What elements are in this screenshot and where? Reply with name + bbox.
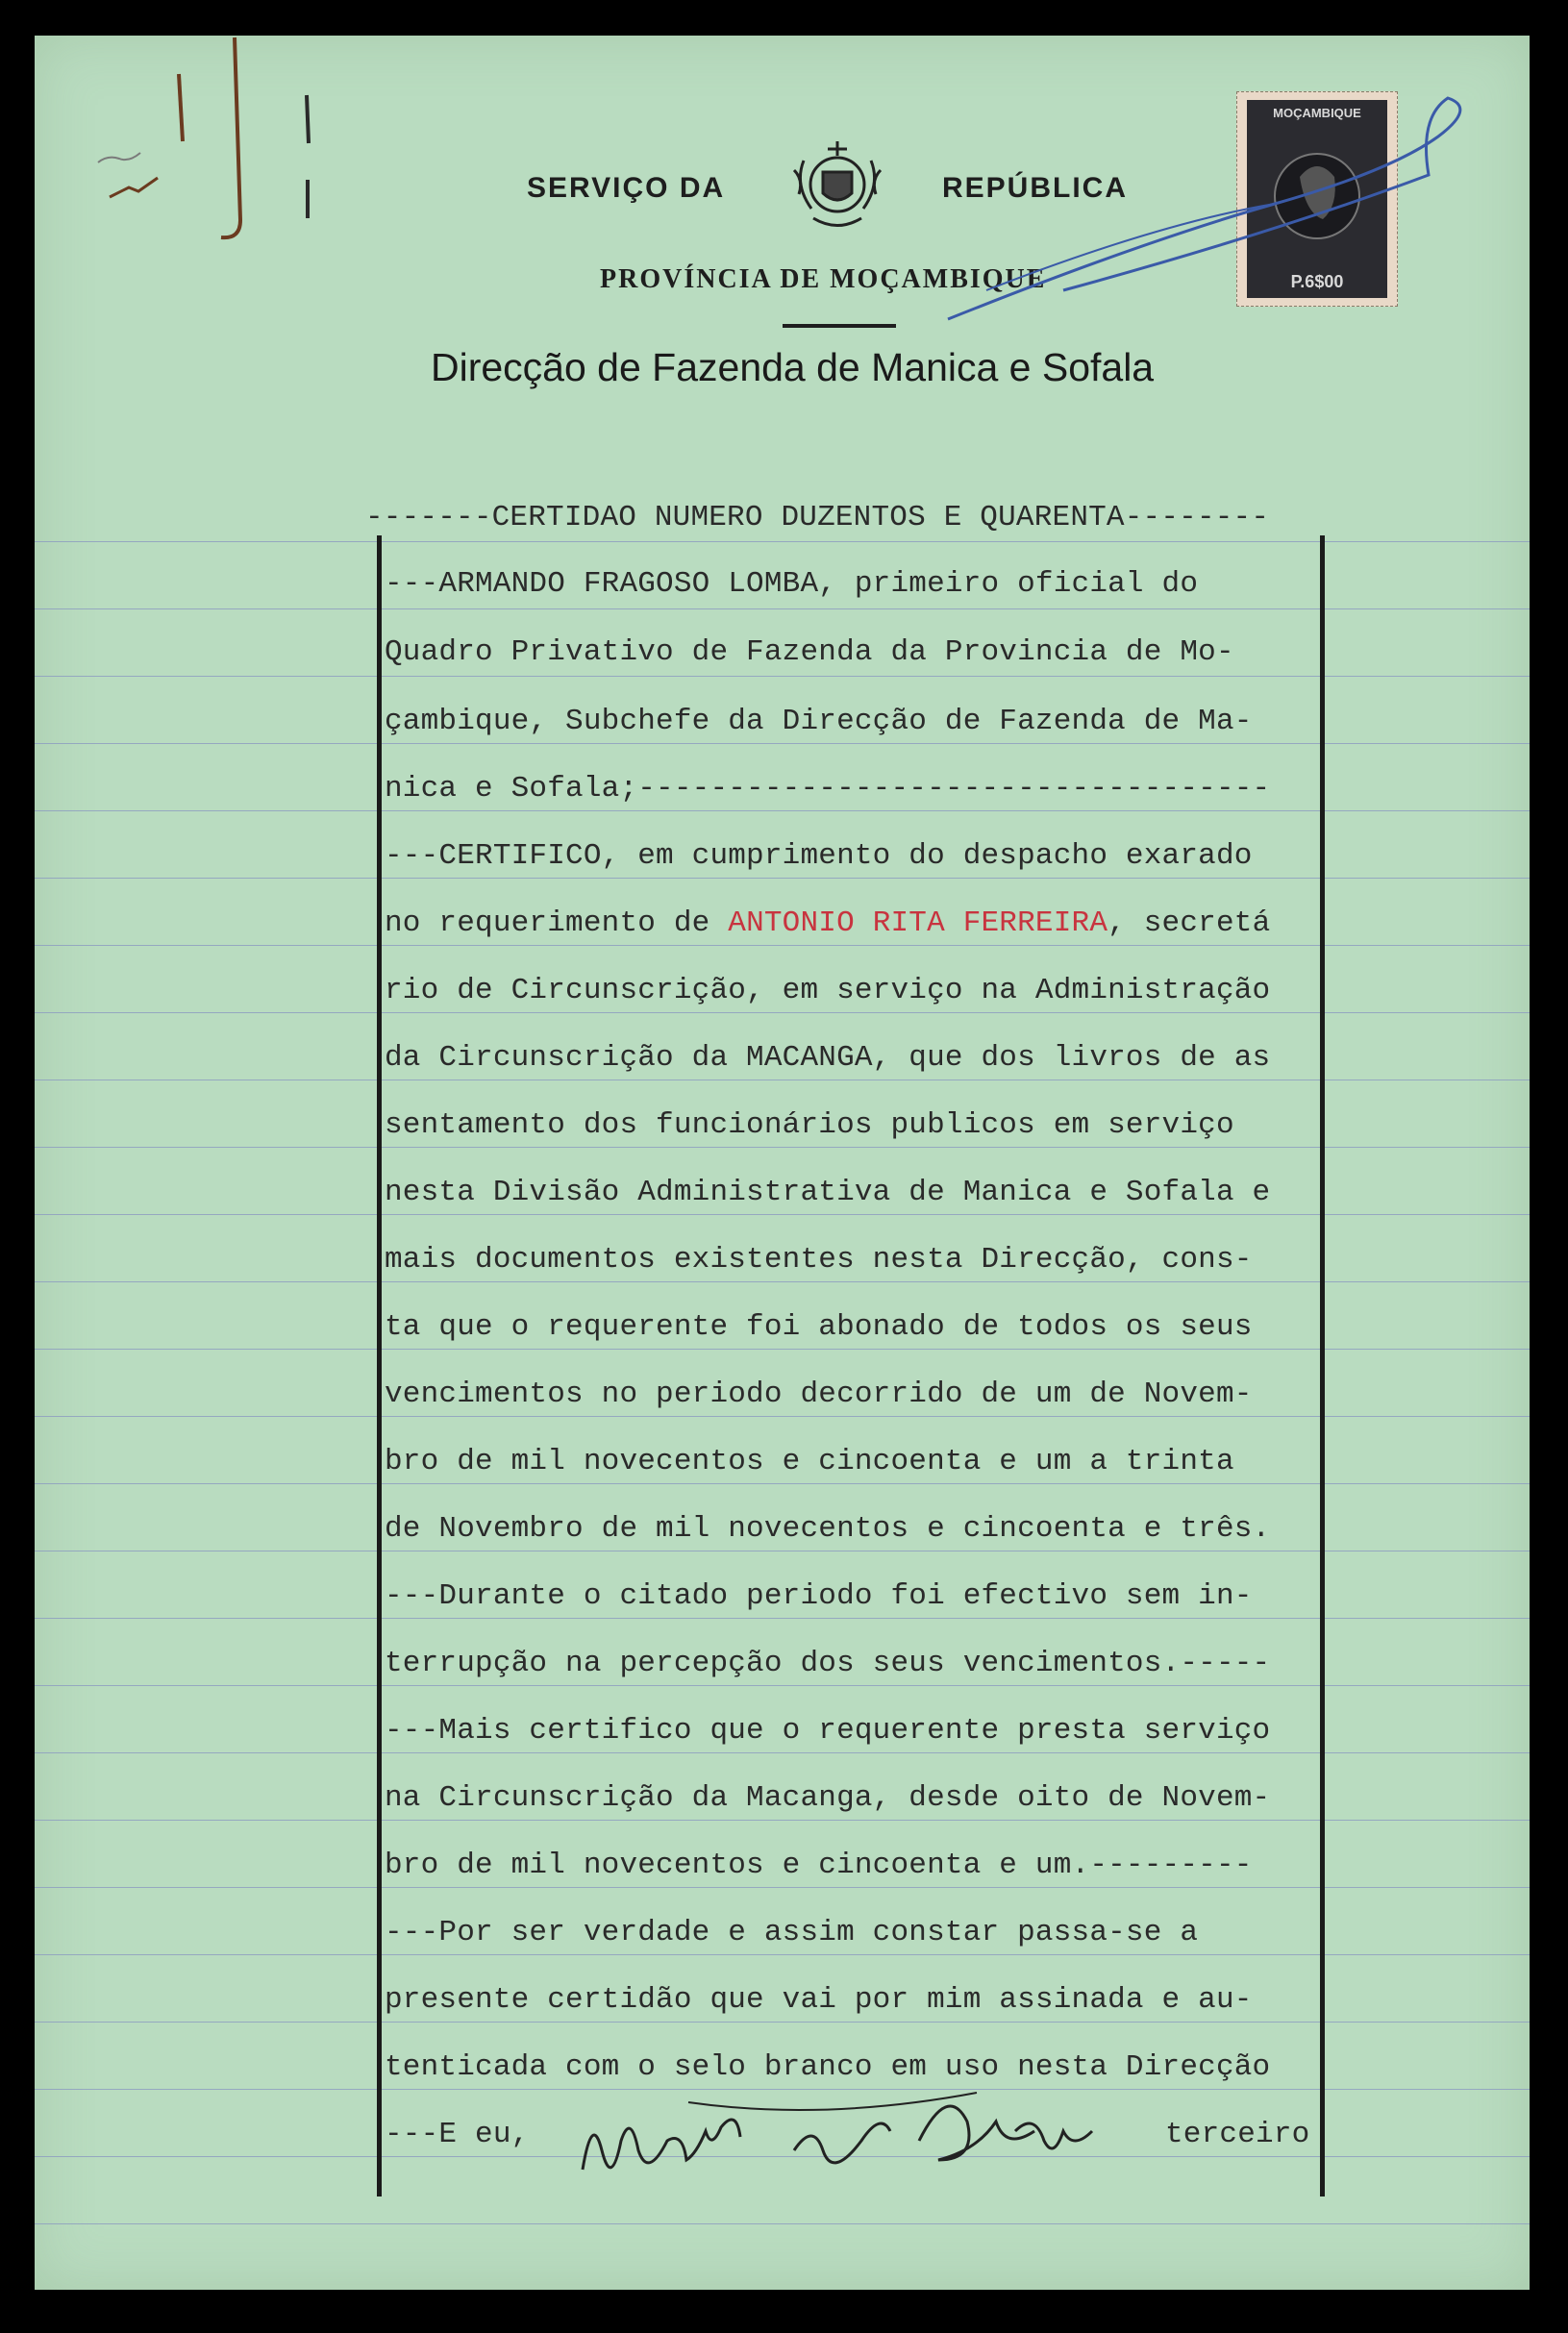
ruling-line [35, 1214, 1530, 1215]
ruling-line [35, 1483, 1530, 1484]
ruling-line [35, 1349, 1530, 1350]
text-line-3: çambique, Subchefe da Direcção de Fazenda de Ma- [385, 705, 1253, 738]
ruling-line [35, 1752, 1530, 1753]
ruling-line [35, 541, 1530, 542]
ruling-line [35, 878, 1530, 879]
certificate-title: -------CERTIDAO NUMERO DUZENTOS E QUARENTA-------- [365, 501, 1270, 534]
handwritten-signature [554, 2064, 1169, 2218]
text-line-10: nesta Divisão Administrativa de Manica e Sofala e [385, 1176, 1271, 1209]
text-line-8: da Circunscrição da MACANGA, que dos livros de as [385, 1041, 1271, 1075]
text-line-18: ---Mais certifico que o requerente presta serviço [385, 1714, 1271, 1748]
text-line-requerimento [385, 906, 1270, 940]
ruling-line [35, 1618, 1530, 1619]
text-line-9: sentamento dos funcionários publicos em serviço [385, 1108, 1234, 1142]
text-line-20: bro de mil novecentos e cincoenta e um.--------- [385, 1849, 1253, 1882]
text-line-22: presente certidão que vai por mim assinada e au- [385, 1983, 1253, 2017]
header-province: PROVÍNCIA DE MOÇAMBIQUE [600, 264, 1047, 294]
text-line-2: Quadro Privativo de Fazenda da Provincia de Mo- [385, 635, 1234, 669]
text-line-17: terrupção na percepção dos seus vencimentos.----- [385, 1647, 1271, 1680]
left-margin-bar [377, 535, 382, 2196]
ruling-line [35, 2022, 1530, 2023]
text-line-21: ---Por ser verdade e assim constar passa-se a [385, 1916, 1199, 1949]
text-line-last-prefix: ---E eu, [385, 2118, 530, 2151]
text-line-15: de Novembro de mil novecentos e cincoenta e três. [385, 1512, 1271, 1546]
stamp-value: P.6$00 [1290, 272, 1344, 291]
ruling-line [35, 1820, 1530, 1821]
text-line-23: tenticada com o selo branco em uso nesta Direcção [385, 2050, 1271, 2084]
text-line-12: ta que o requerente foi abonado de todos os seus [385, 1310, 1253, 1344]
text-line-5: ---CERTIFICO, em cumprimento do despacho exarado [385, 839, 1253, 873]
text-line-7: rio de Circunscrição, em serviço na Administração [385, 974, 1271, 1007]
ruling-line [35, 1887, 1530, 1888]
ruling-line [35, 1954, 1530, 1955]
header-divider [783, 324, 896, 328]
ruling-line [35, 2223, 1530, 2224]
coat-of-arms-icon [784, 132, 890, 237]
document-paper [35, 36, 1530, 2290]
header-direction: Direcção de Fazenda de Manica e Sofala [431, 345, 1155, 389]
ruling-line [35, 810, 1530, 811]
text-line-1: ---ARMANDO FRAGOSO LOMBA, primeiro oficial do [385, 567, 1199, 601]
ruling-line [35, 945, 1530, 946]
ruling-line [35, 1147, 1530, 1148]
ruling-line [35, 743, 1530, 744]
right-margin-bar [1320, 535, 1325, 2196]
text-line-19: na Circunscrição da Macanga, desde oito de Novem- [385, 1781, 1271, 1815]
text-line-13: vencimentos no periodo decorrido de um de Novem- [385, 1377, 1253, 1411]
ruling-line [35, 1685, 1530, 1686]
ruling-line [35, 1281, 1530, 1282]
text-line-11: mais documentos existentes nesta Direcção, cons- [385, 1243, 1253, 1277]
ruling-line [35, 1012, 1530, 1013]
ruling-line [35, 608, 1530, 609]
cancellation-ink-strokes [929, 88, 1525, 338]
text-line-4: nica e Sofala;----------------------------------- [385, 772, 1271, 806]
ruling-line [35, 676, 1530, 677]
requerimento-suffix: , secretá [1108, 906, 1271, 940]
header-left-title: SERVIÇO DA [527, 172, 726, 204]
text-line-last-suffix: terceiro [1165, 2118, 1310, 2151]
header-right-title: REPÚBLICA [942, 172, 1129, 204]
requerimento-prefix: no requerimento de [385, 906, 729, 940]
text-line-16: ---Durante o citado periodo foi efectivo sem in- [385, 1579, 1253, 1613]
text-line-14: bro de mil novecentos e cincoenta e um a trinta [385, 1445, 1234, 1478]
ruling-line [35, 1416, 1530, 1417]
requerente-name: ANTONIO RITA FERREIRA [728, 906, 1108, 940]
stamp-country: MOÇAMBIQUE [1273, 106, 1361, 120]
